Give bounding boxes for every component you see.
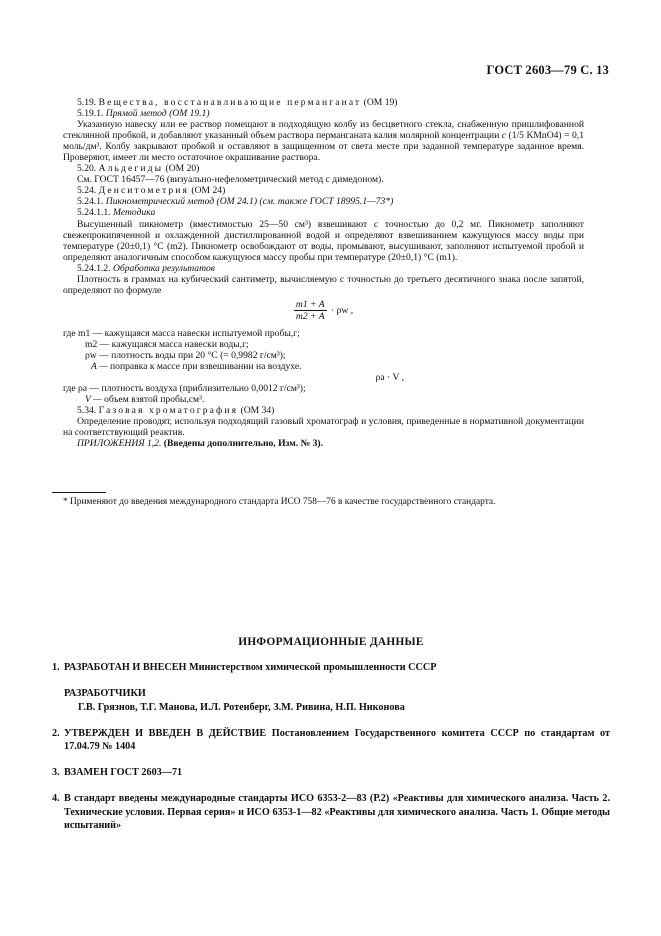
info-item-4: 4. В стандарт введены международные стандарты ИСО 6353-2—83 (Р.2) «Реактивы для химического анализа. Часть 2. Технические условия. Первая серия» и ИСО 6353-1—82 «Реактивы для химического анализа. Часть 1. Общие методы испытаний»	[52, 793, 610, 831]
formula-legend	[63, 328, 584, 372]
info-item-3: 3. ВЗАМЕН ГОСТ 2603—71	[52, 767, 183, 779]
section-5-24-1-1-text: Высушенный пикнометр (вместимостью 25—50 см³) взвешивают с точностью до 0,2 мг. Пикнометр заполняют свежепрокипяченной и охлажденной дистиллированной водой и определяют взвешиванием кажущуюся массу воды при температуре (20±0,1) °C (m2). Пикнометр освобождают от воды, промывают, высушивают, заполняют испытуемой пробой и определяют аналогичным способом кажущуюся массу пробы при температуре (20±0,1) °C (m1).	[63, 218, 584, 263]
section-5-20: 5.20. Альдегиды (ОМ 20)	[77, 163, 200, 175]
legend-row: m2 — кажущаяся масса навески воды,г;	[85, 338, 249, 350]
info-item-2: 2. УТВЕРЖДЕН И ВВЕДЕН В ДЕЙСТВИЕ Постановлением Государственного комитета СССР по стандартам от 17.04.79 № 1404	[52, 727, 610, 753]
legend-row: где m1 — кажущаяся масса навески испытуемой пробы,г;	[63, 327, 300, 339]
formula-numerator: m1 + A	[295, 298, 325, 310]
formula-legend-2	[63, 383, 584, 405]
developers-names: Г.В. Грязнов, Т.Г. Манова, И.Л. Ротенберг, З.М. Ривина, Н.П. Никонова	[78, 701, 405, 713]
formula-fraction	[294, 299, 327, 323]
document-body	[63, 97, 584, 449]
page-header: ГОСТ 2603—79 С. 13	[486, 63, 609, 77]
section-5-24-1: 5.24.1. Пикнометрический метод (ОМ 24.1) (см. также ГОСТ 18995.1—73*)	[77, 196, 394, 208]
info-item-1: 1. РАЗРАБОТАН И ВНЕСЕН Министерством химической промышленности СССР	[52, 662, 437, 674]
legend-row: A — поправка к массе при взвешивании на воздухе.	[91, 360, 302, 372]
density-formula	[63, 299, 584, 325]
air-correction-formula: ρa · V ,	[375, 372, 404, 384]
footnote: * Применяют до введения международного стандарта ИСО 758—76 в качестве государственного стандарта.	[63, 497, 496, 507]
formula-multiplier: · ρw ,	[330, 305, 354, 317]
section-5-19-1: 5.19.1. Прямой метод (ОМ 19.1)	[77, 108, 210, 120]
section-5-24-title: Денситометрия	[98, 185, 190, 197]
section-5-24: 5.24. Денситометрия (ОМ 24)	[77, 185, 226, 197]
section-5-24-1-1: 5.24.1.1. Методика	[77, 207, 156, 219]
legend-row: ρw — плотность воды при 20 °C (= 0,9982 г/см³);	[85, 349, 286, 361]
section-5-34: 5.34. Газовая хроматография (ОМ 34)	[77, 405, 275, 417]
section-5-19: 5.19. Вещества, восстанавливающие перманганат (ОМ 19)	[77, 97, 398, 108]
footnote-divider	[52, 492, 106, 493]
section-5-19-title: Вещества, восстанавливающие перманганат	[98, 97, 362, 108]
section-5-20-title: Альдегиды	[98, 163, 164, 175]
info-section	[52, 636, 610, 832]
developers-heading: РАЗРАБОТЧИКИ	[64, 688, 146, 700]
formula-denominator: m2 + A	[295, 310, 325, 322]
section-5-20-text: См. ГОСТ 16457—76 (визуально-нефелометрический метод с димедоном).	[77, 174, 384, 186]
section-5-24-1-2-text: Плотность в граммах на кубический сантиметр, вычисляемую с точностью до третьего десятичного знака после запятой, определяют по формуле	[63, 273, 584, 296]
section-5-19-1-text: Указанную навеску или ее раствор помещают в подходящую колбу из бесцветного стекла, снабженную пришлифованной стеклянной пробкой, и добавляют указанный объем раствора перманганата калия молярной концентрации c (1/5 KMnO4) = 0,1 моль/дм³. Колбу закрывают пробкой и оставляют в защищенном от света месте при заданной температуре заданное время. Проверяют, имеет ли место остаточное окрашивание раствора.	[63, 119, 584, 164]
info-title: ИНФОРМАЦИОННЫЕ ДАННЫЕ	[238, 636, 424, 648]
appendix-note: ПРИЛОЖЕНИЯ 1,2. (Введены дополнительно, Изм. № 3).	[77, 438, 324, 450]
legend-row: V — объем взятой пробы,см³.	[85, 394, 205, 406]
section-5-34-title: Газовая хроматография	[98, 405, 239, 417]
legend-row: где ρa — плотность воздуха (приблизительно 0,0012 г/см³);	[63, 383, 306, 395]
section-5-24-1-2: 5.24.1.2. Обработка результатов	[77, 262, 215, 274]
section-5-34-text: Определение проводят, используя подходящий газовый хроматограф и условия, приведенные в нормативной документации на соответствующий реактив.	[63, 416, 584, 439]
